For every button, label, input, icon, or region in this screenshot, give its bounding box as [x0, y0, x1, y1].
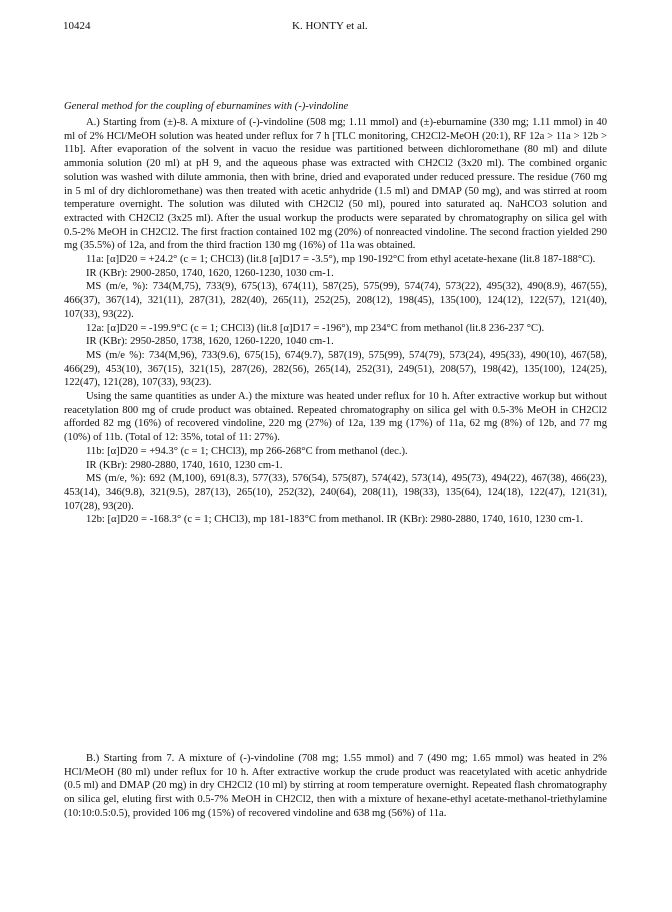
- section-title-text: General method for the coupling of eburnamines with (-)-vindoline: [64, 101, 349, 112]
- running-head: K. HONTY et al.: [292, 20, 368, 32]
- paragraph-11b-rotation: 11b: [α]D20 = +94.3° (c = 1; CHCl3), mp 266-268°C from methanol (dec.).: [86, 445, 408, 457]
- page-number: 10424: [63, 20, 91, 32]
- paragraph-11b-ms: MS (m/e, %): 692 (M,100), 691(8.3), 577(33), 576(54), 575(87), 574(42), 573(14), 495(73), 494(22), 467(38), 466(23), 453(14), 346(9.8), 321(9.5), 287(13), 265(10), 252(32), 240(64), 208(11), 198(33), 135(64), 124(18), 122(47), 121(31), 107(28), 93(20).: [64, 473, 607, 512]
- paragraph-12a-ir: IR (KBr): 2950-2850, 1738, 1620, 1260-1220, 1040 cm-1.: [86, 336, 334, 348]
- body-text: [64, 116, 607, 527]
- body-text-b: [64, 752, 607, 821]
- paragraph-11a-rotation: 11a: [α]D20 = +24.2° (c = 1; CHCl3) (lit.8 [α]D17 = -3.5°), mp 190-192°C from ethyl acetate-hexane (lit.8 187-188°C).: [86, 254, 596, 266]
- paragraph-method-a: A.) Starting from (±)-8. A mixture of (-)-vindoline (508 mg; 1.11 mmol) and (±)-eburnamine (330 mg; 1.11 mmol) in 40 ml of 2% HCl/MeOH solution was heated under reflux for 7 h [TLC monitoring, CH2Cl2-MeOH (20:1), RF 12a > 11a > 12b > 11b]. After evaporation of the solvent in vacuo the residue was partitioned between dichloromethane (80 ml) and dilute ammonia solution (20 ml) at pH 9, and the aqueous phase was extracted with CH2Cl2 (3x20 ml). The combined organic solution was washed with dilute ammonia, then with brine, dried and evaporated under reduced pressure. The residue (760 mg in 5 ml of dry dichloromethane) was then treated with acetic anhydride (1.5 ml) and DMAP (50 mg), and was stirred at room temperature overnight. The solution was diluted with CH2Cl2 (50 ml), poured into saturated aq. NaHCO3 solution and extracted with CH2Cl2 (3x25 ml). After the usual workup the products were separated by chromatography on silica gel with 0.5-2% MeOH in CH2Cl2. The first fraction contained 102 mg (20%) of nonreacted vindoline. The second fraction yielded 290 mg (35.5%) of 12a, and from the third fraction 130 mg (16%) of 11a was obtained.: [64, 117, 607, 252]
- paragraph-12b: 12b: [α]D20 = -168.3° (c = 1; CHCl3), mp 181-183°C from methanol. IR (KBr): 2980-2880, 1740, 1610, 1230 cm-1.: [86, 514, 584, 526]
- paragraph-method-b: B.) Starting from 7. A mixture of (-)-vindoline (708 mg; 1.55 mmol) and 7 (490 mg; 1.65 mmol) was heated in 2% HCl/MeOH (80 ml) under reflux for 10 h. After extractive workup the crude product was reacetylated with acetic anhydride (0.5 ml) and DMAP (20 mg) in dry CH2Cl2 (10 ml) by stirring at room temperature overnight. Repeated flash chromatography on silica gel, eluting first with 0.5-7% MeOH in CH2Cl2, then with a mixture of hexane-ethyl acetate-methanol-triethylamine (10:10:0.5:0.5), provided 106 mg (15%) of recovered vindoline and 638 mg (56%) of 11a.: [64, 753, 607, 819]
- paragraph-11a-ms: MS (m/e, %): 734(M,75), 733(9), 675(13), 674(11), 587(25), 575(99), 574(74), 573(22), 495(32), 490(8.9), 467(55), 466(37), 367(14), 321(11), 287(31), 282(40), 265(11), 252(25), 208(12), 198(45), 135(100), 124(12), 122(57), 121(40), 107(33), 93(22).: [64, 281, 607, 320]
- paragraph-12a-rotation: 12a: [α]D20 = -199.9°C (c = 1; CHCl3) (lit.8 [α]D17 = -196°), mp 234°C from methanol (lit.8 236-237 °C).: [86, 322, 545, 334]
- paragraph-11b-ir: IR (KBr): 2980-2880, 1740, 1610, 1230 cm-1.: [86, 459, 283, 471]
- section-title: [64, 100, 607, 114]
- paragraph-11a-ir: IR (KBr): 2900-2850, 1740, 1620, 1260-1230, 1030 cm-1.: [86, 267, 334, 279]
- paragraph-12a-ms: MS (m/e %): 734(M,96), 733(9.6), 675(15), 674(9.7), 587(19), 575(99), 574(79), 573(24), 495(33), 490(10), 467(58), 466(29), 453(10), 367(15), 321(15), 287(26), 282(56), 265(14), 252(31), 249(51), 208(57), 198(42), 135(100), 124(25), 122(47), 121(28), 107(33), 93(23).: [64, 349, 607, 389]
- paragraph-variant: Using the same quantities as under A.) the mixture was heated under reflux for 10 h. After extractive workup but without reacetylation 800 mg of crude product was obtained. Repeated chromatography on silica gel with 0.5-3% MeOH in CH2Cl2 afforded 82 mg (16%) of recovered vindoline, 220 mg (27%) of 12a, 139 mg (17%) of 11a, 62 mg (8%) of 12b, and 77 mg (10%) of 11b. (Total of 12: 35%, total of 11: 27%).: [64, 391, 607, 444]
